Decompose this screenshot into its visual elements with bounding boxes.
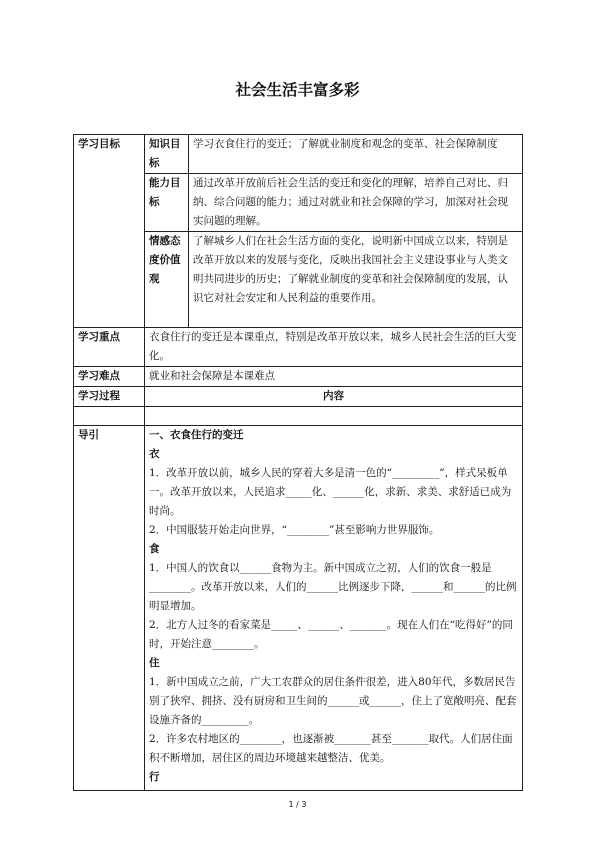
goal-sub-label: 能力目标 [145,174,189,232]
guide-line: 1．改革开放以前，城乡人民的穿着大多是清一色的“_________”，样式呆板单一。改革开放以来，人民追求_____化、______化，求新、求美、求舒适已成为时尚。 [149,467,512,517]
guide-heading: 食 [149,543,160,555]
goals-row-knowledge [74,135,523,174]
key-point-label: 学习重点 [74,328,145,367]
goals-label: 学习目标 [74,135,145,328]
guide-label: 导引 [74,426,145,791]
key-point-row [74,328,523,367]
key-point-text: 衣食住行的变迁是本课重点，特别是改革开放以来，城乡人民社会生活的巨大变化。 [145,328,523,367]
goal-sub-label: 情感态度价值观 [145,232,189,328]
goal-text: 了解城乡人们在社会生活方面的变化，说明新中国成立以来，特别是改革开放以来的发展与变化，反映出我国社会主义建设事业与人类文明共同进步的历史；了解就业制度的变革和社会保障制度的发展，认识它对社会安定和人民利益的重要作用。 [189,232,523,328]
guide-line: 1．中国人的饮食以______食物为主。新中国成立之初，人们的饮食一般是________。改革开放以来，人们的______比例逐步下降，______和______的比例明显增加。 [149,562,517,612]
blank-cell [74,407,145,426]
guide-heading: 住 [149,657,160,669]
process-row [74,387,523,407]
guide-heading: 行 [149,771,160,783]
page-number: 1 / 3 [288,800,307,809]
difficulty-row [74,367,523,387]
goal-text: 通过改革开放前后社会生活的变迁和变化的理解，培养自己对比、归纳、综合问题的能力；通过对就业和社会保障的学习，加深对社会现实问题的理解。 [189,174,523,232]
study-plan-table [73,134,523,791]
content-header: 内容 [145,387,523,407]
guide-line: 2．许多农村地区的________，也逐渐被_______甚至_______取代。人们居住面积不断增加，居住区的周边环境越来越整洁、优美。 [149,733,513,764]
guide-line: 1．新中国成立之前，广大工农群众的居住条件很差，进入80年代，多数居民告别了狭窄、拥挤、没有厨房和卫生间的______或______，住上了宽敞明亮、配套设施齐备的_________。 [149,676,517,726]
blank-row [74,407,523,426]
guide-line: 2．中国服装开始走向世界，“________”甚至影响力世界服饰。 [149,524,440,536]
guide-heading: 一、衣食住行的变迁 [149,429,244,441]
guide-content [145,426,523,791]
page-title: 社会生活丰富多彩 [235,81,360,99]
process-label: 学习过程 [74,387,145,407]
difficulty-text: 就业和社会保障是本课难点 [145,367,523,387]
guide-heading: 衣 [149,448,160,460]
difficulty-label: 学习难点 [74,367,145,387]
blank-cell [145,407,523,426]
guide-row [74,426,523,791]
guide-line: 2．北方人过冬的看家菜是_____、______、_______。现在人们在“吃得好”的同时，开始注意________。 [149,619,513,650]
goal-text: 学习衣食住行的变迁；了解就业制度和观念的变革、社会保障制度 [189,135,523,174]
goal-sub-label: 知识目标 [145,135,189,174]
